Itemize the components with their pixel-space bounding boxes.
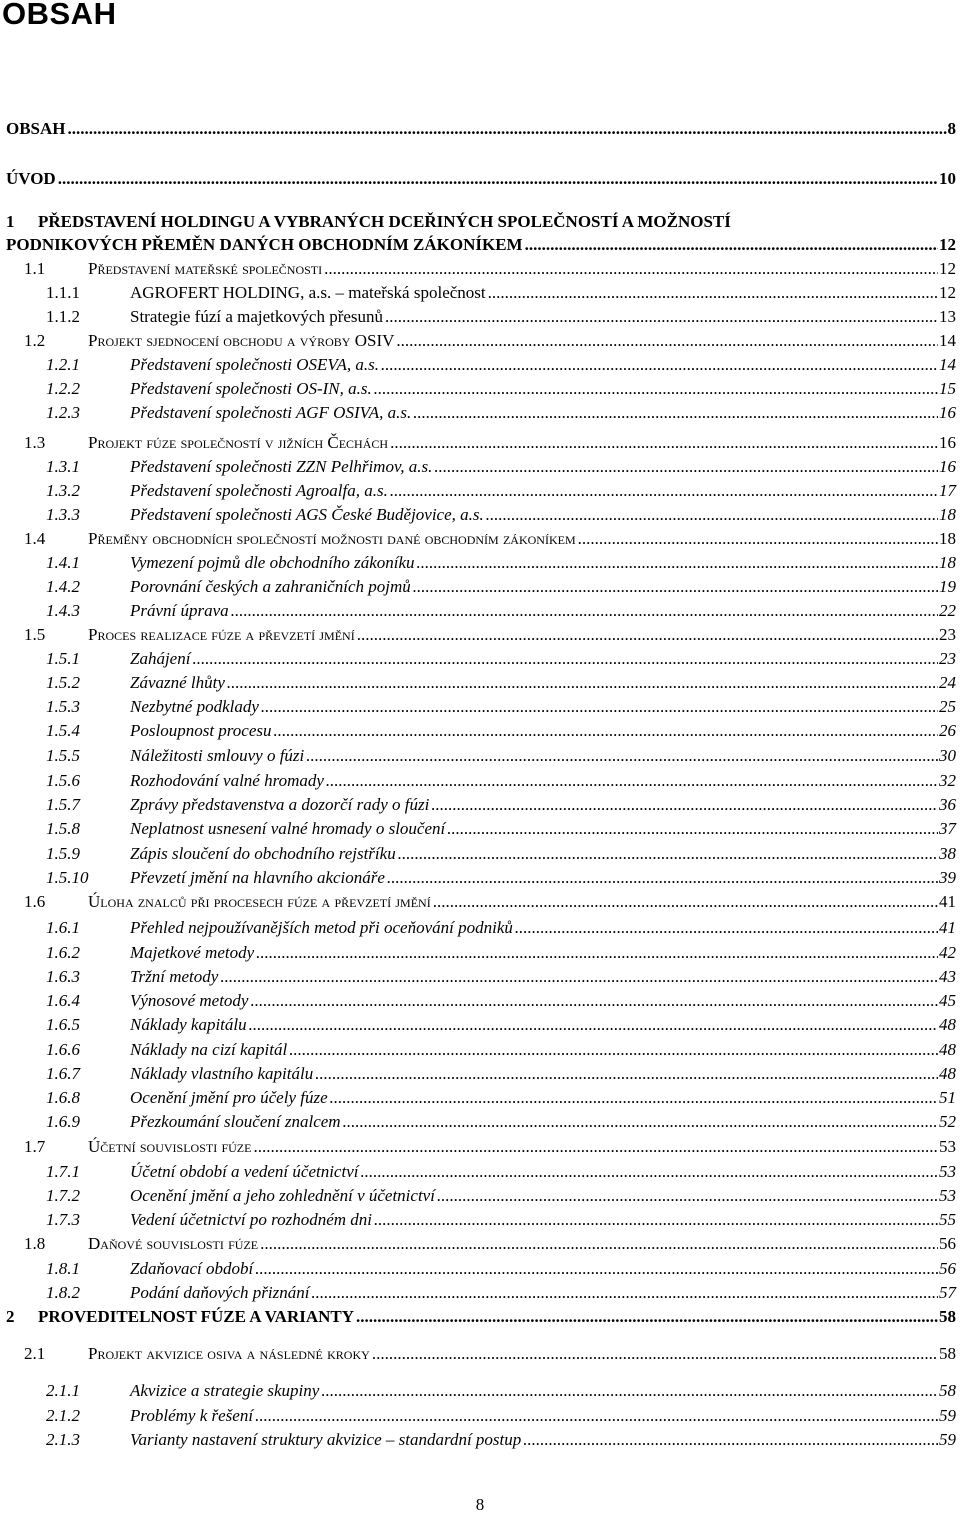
leader-dots [255,1405,938,1427]
toc-entry-text: Zdaňovací období [130,1259,254,1278]
leader-dots [315,1063,938,1085]
toc-entry-number: 2.1.2 [46,1406,80,1425]
toc-page-number: 59 [939,1430,956,1449]
leader-dots [390,432,938,454]
toc-entry-text: PŘEDSTAVENÍ HOLDINGU A VYBRANÝCH DCEŘINÝCH SPOLEČNOSTÍ A MOŽNOSTÍ [38,212,731,231]
toc-page-number: 30 [939,746,956,765]
toc-page-number: 58 [939,1307,956,1326]
toc-page-number: 39 [939,868,956,887]
toc-entry-number: 1.5.7 [46,795,80,814]
toc-entry-text: AGROFERT HOLDING, a.s. – mateřská společnost [130,283,486,302]
toc-entry-2-1-3[interactable] [0,1429,960,1451]
toc-entry-1-6-9[interactable] [0,1111,960,1133]
toc-page-number: 41 [939,918,956,937]
toc-entry-text: Strategie fúzí a majetkových přesunů [130,307,384,326]
toc-entry-number: 1.5.4 [46,721,80,740]
toc-entry-text: Podání daňových přiznání [130,1283,310,1302]
toc-entry-number: 1.5.3 [46,697,80,716]
toc-entry-1-1-1[interactable] [0,282,960,304]
leader-dots [256,942,938,964]
leader-dots [515,917,938,939]
toc-entry-number: 1 [6,212,15,231]
toc-entry-text: Akvizice a strategie skupiny [130,1381,320,1400]
toc-page-number: 17 [939,481,956,500]
toc-entry-1-5-6[interactable] [0,770,960,792]
toc-entry-text: Převzetí jmění na hlavního akcionáře [130,868,385,887]
toc-page-number: 23 [939,649,956,668]
toc-page-number: 10 [939,169,956,188]
leader-dots [433,891,938,913]
toc-entry-number: 1.1.1 [46,283,80,302]
toc-entry-text: Účetní souvislosti fúze [88,1137,252,1156]
toc-entry-number: 1.5.8 [46,819,80,838]
leader-dots [387,867,938,889]
toc-page-number: 56 [939,1259,956,1278]
toc-page-number: 42 [939,943,956,962]
toc-page-number: 58 [939,1381,956,1400]
toc-page-number: 18 [939,505,956,524]
toc-entry-number: 1.2.1 [46,355,80,374]
toc-page-number: 45 [939,991,956,1010]
toc-entry-text: Ocenění jmění pro účely fúze [130,1088,328,1107]
toc-page-number: 43 [939,967,956,986]
leader-dots [227,672,938,694]
toc-entry-text: Vymezení pojmů dle obchodního zákoníku [130,553,415,572]
toc-entry-number: 1.6.4 [46,991,80,1010]
leader-dots [231,600,938,622]
toc-entry-1-5-5[interactable] [0,745,960,767]
leader-dots [192,648,938,670]
toc-entry-text: Představení mateřské společnosti [88,259,323,278]
leader-dots [374,378,938,400]
toc-entry-number: 1.7.1 [46,1162,80,1181]
toc-entry-1-1-2[interactable] [0,306,960,328]
toc-page-number: 12 [939,259,956,278]
toc-entry-number: 2.1.3 [46,1430,80,1449]
toc-entry-number: 1.8.2 [46,1283,80,1302]
leader-dots [356,1306,938,1328]
toc-entry-text: ÚVOD [6,169,56,188]
toc-entry-text: Zahájení [130,649,191,668]
toc-entry-1-6-3[interactable] [0,966,960,988]
toc-page-number: 12 [939,235,956,254]
leader-dots [360,1161,938,1183]
toc-entry-1-7-3[interactable] [0,1209,960,1231]
toc-entry-number: 1.4 [24,529,46,548]
toc-entry-1-5-7[interactable] [0,794,960,816]
toc-entry-text: Proces realizace fúze a převzetí jmění [88,625,355,644]
leader-dots [374,1209,938,1231]
toc-page-number: 18 [939,529,956,548]
toc-entry-1-3-1[interactable] [0,456,960,478]
leader-dots [523,1429,938,1451]
toc-page-number: 8 [947,119,956,138]
toc-page-number: 51 [939,1088,956,1107]
toc-entry-1-5-8[interactable] [0,818,960,840]
toc-page-number: 48 [939,1040,956,1059]
toc-entry-number: 1.6.2 [46,943,80,962]
toc-entry-number: 1.5.2 [46,673,80,692]
toc-page-number: 16 [939,457,956,476]
toc-page-number: 57 [939,1283,956,1302]
toc-entry-1-8-1[interactable] [0,1258,960,1280]
toc-entry-number: 1.6.5 [46,1015,80,1034]
toc-entry-number: 1.1.2 [46,307,80,326]
toc-entry-1-6-2[interactable] [0,942,960,964]
toc-entry-number: 1.6.7 [46,1064,80,1083]
toc-entry-text: Varianty nastavení struktury akvizice – standardní postup [130,1430,522,1449]
leader-dots [390,480,938,502]
toc-entry-text: Rozhodování valné hromady [130,771,324,790]
toc-entry-number: 1.6 [24,892,46,911]
toc-entry-number: 1.6.3 [46,967,80,986]
toc-entry-text: Daňové souvislosti fúze [88,1234,259,1253]
leader-dots [324,258,938,280]
toc-entry-1-5-3[interactable] [0,696,960,718]
toc-page-number: 37 [939,819,956,838]
toc-entry-1-6-8[interactable] [0,1087,960,1109]
leader-dots [437,1185,938,1207]
toc-entry-1-3-3[interactable] [0,504,960,526]
toc-entry-text: Účetní období a vedení účetnictví [130,1162,359,1181]
toc-entry-text: Náklady na cizí kapitál [130,1040,288,1059]
toc-page-number: 58 [939,1344,956,1363]
toc-entry-1-6-6[interactable] [0,1039,960,1061]
toc-entry-1-6-4[interactable] [0,990,960,1012]
toc-entry-text: Přezkoumání sloučení znalcem [130,1112,341,1131]
leader-dots [321,1380,938,1402]
toc-entry-text: PODNIKOVÝCH PŘEMĚN DANÝCH OBCHODNÍM ZÁKONÍKEM [6,235,523,254]
toc-entry-number: 1.4.2 [46,577,80,596]
toc-page-number: 24 [939,673,956,692]
leader-dots [398,843,938,865]
toc-entry-text: Představení společnosti ZZN Pelhřimov, a.s. [130,457,433,476]
toc-entry-number: 1.5.9 [46,844,80,863]
toc-entry-2-1[interactable] [0,1343,960,1365]
toc-entry-number: 1.7.3 [46,1210,80,1229]
toc-entry-text: Problémy k řešení [130,1406,254,1425]
toc-entry-1-2-3[interactable] [0,402,960,424]
toc-entry-text: Vedení účetnictví po rozhodném dni [130,1210,373,1229]
toc-entry-number: 1.2 [24,331,46,350]
toc-entry-text: Projekt fúze společností v jižních Čechách [88,433,389,452]
leader-dots [372,1343,938,1365]
leader-dots [261,696,938,718]
toc-entry-number: 1.5.1 [46,649,80,668]
toc-entry-text: Představení společnosti AGS České Budějovice, a.s. [130,505,484,524]
leader-dots [274,720,938,742]
toc-page-number: 25 [939,697,956,716]
toc-page-number: 48 [939,1015,956,1034]
toc-entry-2[interactable] [0,1306,960,1328]
toc-entry-1-4-1[interactable] [0,552,960,574]
toc-entry-number: 1.7 [24,1137,46,1156]
toc-entry-number: 1.6.6 [46,1040,80,1059]
toc-entry-text: PROVEDITELNOST FÚZE A VARIANTY [38,1307,355,1326]
toc-entry-number: 1.6.8 [46,1088,80,1107]
toc-page-number: 26 [939,721,956,740]
toc-entry-1-2[interactable] [0,330,960,352]
toc-entry-number: 1.3.2 [46,481,80,500]
toc-entry-text: Přeměny obchodních společností možnosti dané obchodním zákoníkem [88,529,576,548]
toc-page-number: 55 [939,1210,956,1229]
toc-page-number: 14 [939,355,956,374]
toc-entry-1-1[interactable] [0,258,960,280]
toc-entry-1-6[interactable] [0,891,960,913]
toc-entry-number: 1.2.3 [46,403,80,422]
leader-dots [343,1111,938,1133]
toc-entry-1-5-4[interactable] [0,720,960,742]
toc-entry-number: 1.5 [24,625,46,644]
toc-entry-1-4[interactable] [0,528,960,550]
toc-page-number: 12 [939,283,956,302]
toc-entry-1-8-2[interactable] [0,1282,960,1304]
toc-entry-2-1-2[interactable] [0,1405,960,1427]
toc-page-number: 53 [939,1186,956,1205]
toc-entry-1-2-1[interactable] [0,354,960,376]
toc-entry-text: Právní úprava [130,601,229,620]
leader-dots [330,1087,938,1109]
toc-entry-text: Představení společnosti Agroalfa, a.s. [130,481,388,500]
toc-entry-number: 1.3.1 [46,457,80,476]
page-number: 8 [475,1495,485,1514]
leader-dots [413,576,938,598]
toc-entry-text: Tržní metody [130,967,219,986]
leader-dots [486,504,938,526]
toc-entry-number: 1.5.5 [46,746,80,765]
toc-entry-1-5[interactable] [0,624,960,646]
toc-entry-number: 2.1 [24,1344,46,1363]
toc-entry-1-6-1[interactable] [0,917,960,939]
leader-dots [578,528,938,550]
toc-entry-1-6-5[interactable] [0,1014,960,1036]
leader-dots [326,770,938,792]
toc-entry-text: Přehled nejpoužívanějších metod při oceňování podniků [130,918,513,937]
toc-page-number: 16 [939,433,956,452]
leader-dots [381,354,938,376]
leader-dots [250,990,938,1012]
leader-dots [447,818,938,840]
toc-entry-text: Náklady kapitálu [130,1015,247,1034]
toc-entry-uvod[interactable] [0,168,960,190]
leader-dots [431,794,938,816]
toc-entry-number: 1.6.1 [46,918,80,937]
page-title: OBSAH [2,0,117,31]
leader-dots [220,966,938,988]
toc-entry-text: Představení společnosti OSEVA, a.s. [130,355,379,374]
toc-page-number: 38 [939,844,956,863]
toc-entry-text: Neplatnost usnesení valné hromady o sloučení [130,819,446,838]
leader-dots [525,234,938,256]
toc-entry-text: Úloha znalců při procesech fúze a převzetí jmění [88,892,431,911]
toc-entry-1-8[interactable] [0,1233,960,1255]
toc-entry-1-7-2[interactable] [0,1185,960,1207]
toc-page-number: 13 [939,307,956,326]
toc-entry-1-2-2[interactable] [0,378,960,400]
leader-dots [357,624,938,646]
toc-page-number: 36 [939,795,956,814]
toc-page-number: 14 [939,331,956,350]
toc-entry-1-5-10[interactable] [0,867,960,889]
toc-page-number: 16 [939,403,956,422]
toc-entry-number: 1.3 [24,433,46,452]
toc-entry-text: Zápis sloučení do obchodního rejstříku [130,844,396,863]
toc-entry-number: 1.8.1 [46,1259,80,1278]
toc-page-number: 32 [939,771,956,790]
toc-entry-text: Ocenění jmění a jeho zohlednění v účetnictví [130,1186,435,1205]
toc-entry-1-6-7[interactable] [0,1063,960,1085]
toc-page-number: 18 [939,553,956,572]
toc-page-number: 53 [939,1162,956,1181]
toc-entry-text: Výnosové metody [130,991,249,1010]
toc-page-number: 15 [939,379,956,398]
toc-page-number: 23 [939,625,956,644]
toc-page-number: 52 [939,1112,956,1131]
toc-entry-text: Závazné lhůty [130,673,225,692]
toc-page-number: 22 [939,601,956,620]
toc-entry-1-5-2[interactable] [0,672,960,694]
leader-dots [413,402,938,424]
toc-entry-1-3[interactable] [0,432,960,454]
toc-entry-1-7-1[interactable] [0,1161,960,1183]
toc-entry-1-4-2[interactable] [0,576,960,598]
leader-dots [417,552,938,574]
toc-entry-number: 2 [6,1307,15,1326]
toc-entry-number: 1.3.3 [46,505,80,524]
toc-page-number: 41 [939,892,956,911]
toc-entry-number: 1.1 [24,259,46,278]
toc-entry-number: 1.5.10 [46,868,89,887]
toc-entry-1-5-1[interactable] [0,648,960,670]
toc-entry-obsah[interactable] [0,118,960,140]
toc-entry-number: 1.5.6 [46,771,80,790]
leader-dots [253,1136,938,1158]
toc-entry-text: OBSAH [6,119,66,138]
toc-entry-text: Porovnání českých a zahraničních pojmů [130,577,411,596]
toc-entry-text: Posloupnost procesu [130,721,272,740]
leader-dots [434,456,938,478]
toc-page-number: 53 [939,1137,956,1156]
toc-entry-1-5-9[interactable] [0,843,960,865]
toc-entry-number: 2.1.1 [46,1381,80,1400]
leader-dots [488,282,938,304]
toc-entry-text: Projekt sjednocení obchodu a výroby OSIV [88,331,395,350]
leader-dots [306,745,938,767]
toc-entry-number: 1.4.1 [46,553,80,572]
toc-entry-text: Náležitosti smlouvy o fúzi [130,746,305,765]
leader-dots [249,1014,938,1036]
toc-entry-text: Představení společnosti OS-IN, a.s. [130,379,372,398]
toc-entry-text: Náklady vlastního kapitálu [130,1064,314,1083]
toc-entry-number: 1.2.2 [46,379,80,398]
leader-dots [58,168,938,190]
toc-entry-1-7[interactable] [0,1136,960,1158]
toc-entry-number: 1.6.9 [46,1112,80,1131]
toc-entry-number: 1.8 [24,1234,46,1253]
leader-dots [289,1039,938,1061]
toc-page-number: 48 [939,1064,956,1083]
toc-entry-1-3-2[interactable] [0,480,960,502]
toc-entry-2-1-1[interactable] [0,1380,960,1402]
leader-dots [68,118,947,140]
toc-entry-text: Zprávy představenstva a dozorčí rady o fúzi [130,795,430,814]
toc-entry-text: Majetkové metody [130,943,255,962]
toc-entry-text: Nezbytné podklady [130,697,259,716]
toc-entry-number: 1.7.2 [46,1186,80,1205]
leader-dots [255,1258,938,1280]
toc-entry-number: 1.4.3 [46,601,80,620]
leader-dots [396,330,938,352]
leader-dots [311,1282,938,1304]
toc-page-number: 19 [939,577,956,596]
toc-entry[interactable] [0,234,960,256]
leader-dots [260,1233,938,1255]
toc-entry-text: Projekt akvizice osiva a následné kroky [88,1344,370,1363]
leader-dots [385,306,938,328]
toc-entry-text: Představení společnosti AGF OSIVA, a.s. [130,403,412,422]
toc-entry-1-4-3[interactable] [0,600,960,622]
toc-page-number: 59 [939,1406,956,1425]
toc-page-number: 56 [939,1234,956,1253]
